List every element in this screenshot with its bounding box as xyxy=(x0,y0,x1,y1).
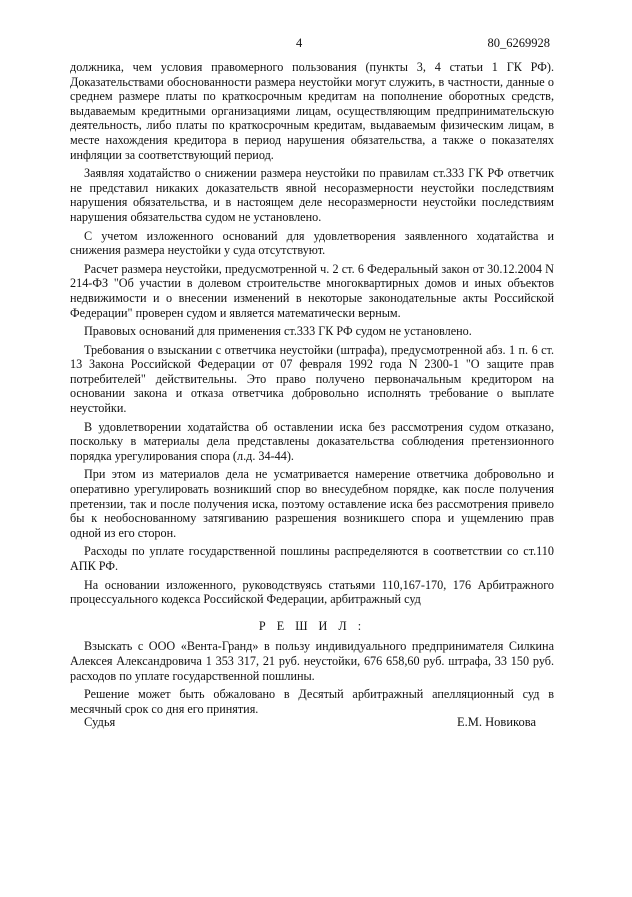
paragraph-legal-basis: На основании изложенного, руководствуясь статьями 110,167-170, 176 Арбитражного процессуального кодекса Российской Федерации, арбитражный суд xyxy=(70,577,554,607)
paragraph-penalty-evidence: должника, чем условия правомерного пользования (пункты 3, 4 статьи 1 ГК РФ). Доказательствами обоснованности размера неустойки могут служить, в частности, данные о среднем размере платы по краткосрочным кредитам на пополнение оборотных средств, выдаваемым кредитными организациями лицам, осуществляющим предпринимательскую деятельность, либо платы по краткосрочным кредитам, выдаваемым физическим лицам, в месте нахождения кредитора в период нарушения обязательства, а также о показателях инфляции за соответствующий период. xyxy=(70,60,554,162)
paragraph-article-333: Правовых оснований для применения ст.333 ГК РФ судом не установлено. xyxy=(84,324,472,339)
judge-name: Е.М. Новикова xyxy=(457,715,536,729)
judge-label: Судья xyxy=(84,715,116,729)
case-number: 80_6269928 xyxy=(487,36,550,50)
ruling-appeal: Решение может быть обжаловано в Десятый арбитражный апелляционный суд в месячный срок со дня его принятия. xyxy=(70,687,554,716)
paragraph-dispute-settlement: При этом из материалов дела не усматривается намерение ответчика добровольно и оперативно урегулировать возникший спор во внесудебном порядке, как после получения претензии, так и после получения иска, поэтому оставление иска без рассмотрения привело бы к необоснованному затягиванию разрешения возникшего спора и ущемлению прав одной из его сторон. xyxy=(70,467,554,540)
paragraph-fine-claim: Требования о взыскании с ответчика неустойки (штрафа), предусмотренной абз. 1 п. 6 ст. 13 Закона Российской Федерации от 07 февраля 1992 года N 2300-1 "О защите прав потребителей" действительны. Это право получено первоначальным кредитором на основании закона и отказа ответчика добровольно исполнять требование о выплате неустойки. xyxy=(70,342,554,416)
ruling-heading: Р Е Ш И Л : xyxy=(258,618,366,633)
document-body xyxy=(70,60,554,720)
ruling-recovery: Взыскать с ООО «Вента-Гранд» в пользу индивидуального предпринимателя Силкина Алексея Александровича 1 353 317, 21 руб. неустойки, 676 658,60 руб. штрафа, 33 150 руб. расходов по уплате государственной пошлины. xyxy=(70,639,554,683)
paragraph-no-grounds: С учетом изложенного оснований для удовлетворения заявленного ходатайства и снижения размера неустойки у суда отсутствуют. xyxy=(70,228,554,258)
page-number: 4 xyxy=(296,36,303,50)
paragraph-state-fee: Расходы по уплате государственной пошлины распределяются в соответствии со ст.110 АПК РФ. xyxy=(70,544,554,573)
paragraph-reduction-motion: Заявляя ходатайство о снижении размера неустойки по правилам ст.333 ГК РФ ответчик не представил никаких доказательств явной несоразмерности неустойки последствиям нарушения обязательства, и в настоящем деле несоразмерности неустойки последствиям нарушения обязательства судом не установлено. xyxy=(70,166,554,224)
paragraph-motion-denied: В удовлетворении ходатайства об оставлении иска без рассмотрения судом отказано, поскольку в материалы дела представлены доказательства соблюдения претензионного порядка урегулирования спора (л.д. 34-44). xyxy=(70,419,554,463)
page-header xyxy=(0,36,632,52)
paragraph-penalty-calculation: Расчет размера неустойки, предусмотренной ч. 2 ст. 6 Федеральный закон от 30.12.2004 N 214-ФЗ "Об участии в долевом строительстве многоквартирных домов и иных объектов недвижимости и о внесении изменений в некоторые законодательные акты Российской Федерации" проверен судом и является математически верным. xyxy=(70,261,554,320)
